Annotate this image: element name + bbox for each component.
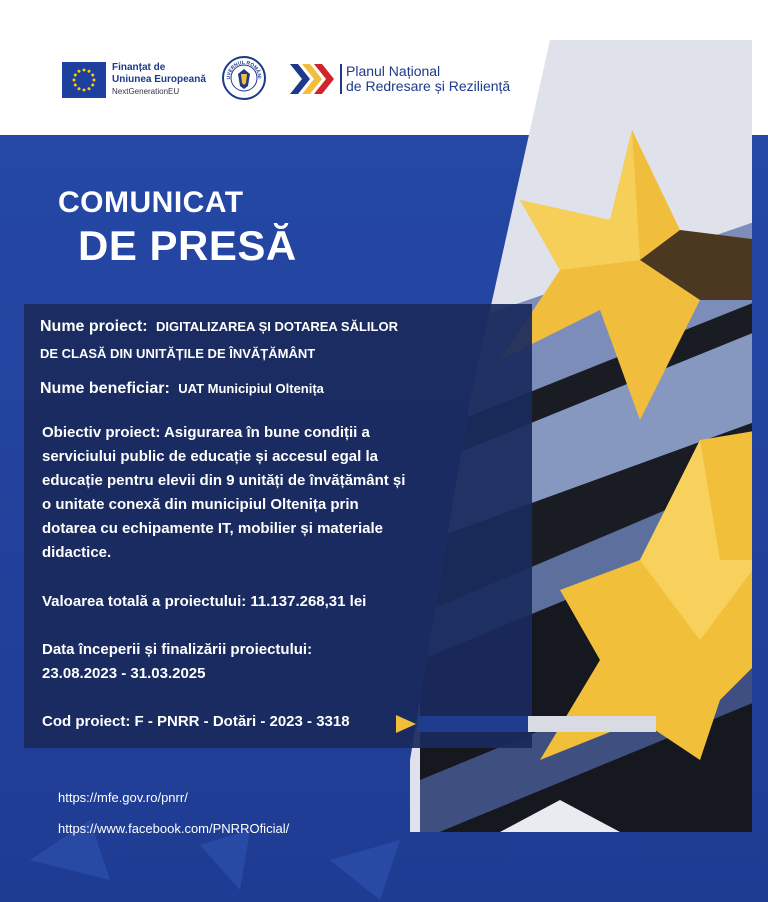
project-name-row	[40, 318, 398, 336]
title-line2: DE PRESĂ	[78, 222, 297, 269]
beneficiary-label: Nume beneficiar:	[40, 380, 170, 397]
eu-logo-line2: Uniunea Europeană	[112, 74, 206, 85]
title-line1: COMUNICAT	[58, 186, 244, 219]
objective-line: Obiectiv proiect: Asigurarea în bune condiții a	[42, 424, 370, 441]
decorative-progress-bar	[396, 713, 660, 735]
objective-line: serviciului public de educație și accesul egal la	[42, 448, 378, 465]
dates-value: 23.08.2023 - 31.03.2025	[42, 665, 206, 682]
objective-line: didactice.	[42, 544, 112, 561]
eu-logo-line1: Finanțat de	[112, 62, 166, 73]
beneficiary-row	[40, 380, 324, 398]
arrow-icon	[396, 715, 416, 733]
website-link[interactable]: https://mfe.gov.ro/pnrr/	[58, 790, 188, 805]
objective-line: o unitate conexă din municipiul Oltenița prin	[42, 496, 359, 513]
project-name-value-2: DE CLASĂ DIN UNITĂȚILE DE ÎNVĂȚĂMÂNT	[40, 346, 316, 361]
dates-label: Data începerii și finalizării proiectului:	[42, 641, 313, 658]
project-name-value-1: DIGITALIZAREA ȘI DOTAREA SĂLILOR	[156, 319, 398, 334]
project-code: Cod proiect: F - PNRR - Dotări - 2023 - 3318	[42, 713, 350, 730]
eu-logo-line3: NextGenerationEU	[112, 87, 180, 96]
pnrr-logo-line2: de Redresare și Reziliență	[346, 78, 511, 94]
total-value: Valoarea totală a proiectului: 11.137.268,31 lei	[42, 593, 367, 610]
objective-line: educație pentru elevii din 9 unități de învățământ și	[42, 472, 406, 489]
objective-line: dotarea cu echipamente IT, mobilier și materiale	[42, 520, 383, 537]
objective-block	[42, 421, 522, 565]
project-info-box	[24, 304, 532, 748]
pnrr-logo-line1: Planul Național	[346, 63, 441, 79]
gov-logo-text: UVERNUL ROMÂNI	[225, 59, 263, 80]
facebook-link[interactable]: https://www.facebook.com/PNRROficial/	[58, 821, 290, 836]
project-name-label: Nume proiect:	[40, 318, 148, 335]
beneficiary-value: UAT Municipiul Oltenița	[178, 381, 324, 396]
